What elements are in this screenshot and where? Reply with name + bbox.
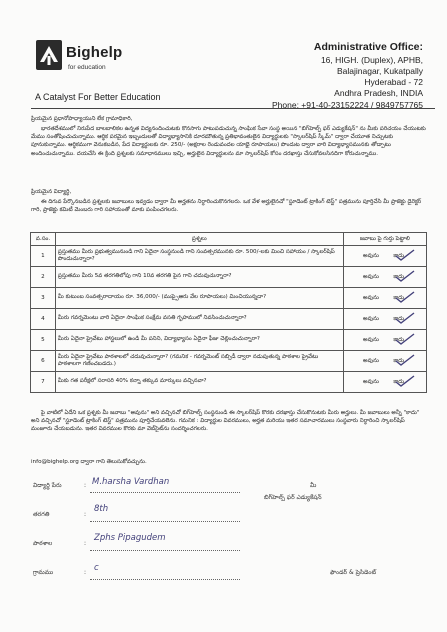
school-label: పాఠశాల: [33, 540, 53, 547]
row-question: మీ కుటుంబ సంవత్సరాదాయం రూ. 36,000/- (ముప్పైఆరు వేల రూపాయలు) మించియున్నదా?: [55, 288, 343, 309]
address-line: Andhra Pradesh, INDIA: [334, 88, 423, 98]
address-line: Balajinagar, Kukatpally: [336, 66, 423, 76]
checkmark-icon: [394, 374, 416, 388]
table-row: [31, 372, 427, 393]
row-question: ప్రస్తుతము మీరు ప్రభుత్వమునుండి గాని ఏదైనా సంస్థనుండి గాని సంవత్సరమునకు రూ. 500/-లకు మించి సహాయం / స్కాలర్‌షిప్ పొందుచున్నారా?: [55, 246, 343, 267]
signoff-organization: బిగ్‌హెల్ప్ ఫర్ ఎడ్యుకేషన్: [264, 494, 322, 501]
row-question: మీరు ఏదైనా ప్రైవేటు హాస్టలులో ఉండి మీ పనిని, విద్యాభ్యాసం ఏదైనా ఫీజు చెల్లించుచున్నారా?: [55, 330, 343, 351]
class-value[interactable]: 8th: [94, 504, 109, 514]
yes-option[interactable]: అవును: [362, 379, 379, 385]
yes-option[interactable]: అవును: [362, 295, 379, 301]
checkmark-icon: [394, 248, 416, 262]
no-option[interactable]: కాదు: [393, 337, 405, 343]
school-underline: [90, 550, 240, 551]
row-number: 5: [31, 330, 56, 351]
table-row: [31, 351, 427, 372]
student-paragraph: ఈ దిగువ పేర్కొనబడిన ప్రశ్నలకు జవాబులు ఇవ్వడం ద్వారా మీ అర్హతను నిర్ధారించుకొనగలరు. ఒక వేళ అర్హులైనచో "స్టూడెంట్ ట్రాకింగ్ టెస్ట్" పత్రమును పూర్తిచేసి మీ ప్రాజెక్టు డైరెక్టర్ గారి, ప్రాజెక్టు కమిటీ మెంబరు గారి సహాయంతో మాకు పంపించగలరు.: [31, 199, 422, 214]
checkmark-icon: [394, 353, 416, 367]
table-header-row: [31, 233, 427, 246]
village-value[interactable]: c: [94, 563, 99, 573]
salutation: ప్రియమైన ప్రధానోపాధ్యాయుని లేక గ్రామాధికారి,: [31, 116, 133, 122]
row-number: 7: [31, 372, 56, 393]
row-number: 2: [31, 267, 56, 288]
village-label: గ్రామము: [33, 569, 54, 576]
answer-cell[interactable]: [343, 246, 426, 267]
answer-cell[interactable]: [343, 372, 426, 393]
yes-option[interactable]: అవును: [362, 337, 379, 343]
office-address: [272, 42, 423, 111]
table-row: [31, 330, 427, 351]
answer-cell[interactable]: [343, 351, 426, 372]
answer-cell[interactable]: [343, 330, 426, 351]
row-number: 6: [31, 351, 56, 372]
row-question: మీకు గత పరీక్షలో సరాసరి 40% కన్నా తక్కువ మార్కులు వచ్చినవా?: [55, 372, 343, 393]
header-answer: జవాబు పై గుర్తు పెట్టాలి: [343, 233, 426, 246]
checkmark-icon: [394, 332, 416, 346]
no-option[interactable]: కాదు: [393, 274, 405, 280]
address-line: Hyderabad - 72: [364, 77, 423, 87]
row-question: మీరు ఏదైనా ప్రైవేటు పాఠశాలలో చదువుచున్నారా? (గమనిక - గవర్నమెంట్ సబ్సిడీ ద్వారా నడుపుతున్న పాఠశాల ప్రైవేటు పాఠశాలగా గణించబడదు.): [55, 351, 343, 372]
signoff-title: ఫౌండర్ & ప్రెసిడెంట్: [330, 569, 377, 576]
yes-option[interactable]: అవును: [362, 358, 379, 364]
student-name-value[interactable]: M.harsha Vardhan: [92, 477, 170, 487]
student-name-label: విద్యార్థి పేరు: [33, 482, 62, 489]
student-salutation: ప్రియమైన విద్యార్థి,: [31, 189, 72, 195]
row-question: మీరు గవర్నమెంటు వారి ఏదైనా సాంఘిక సంక్షేమ వసతి గృహములో నివసించుచున్నారా?: [55, 309, 343, 330]
no-option[interactable]: కాదు: [393, 379, 405, 385]
row-number: 1: [31, 246, 56, 267]
table-row: [31, 309, 427, 330]
table-row: [31, 288, 427, 309]
header-divider: [31, 108, 435, 109]
signoff-yours: మీ: [310, 482, 317, 489]
checkmark-icon: [394, 290, 416, 304]
class-label: తరగతి: [33, 511, 50, 518]
address-line: 16, HIGH. (Duplex), APHB,: [320, 55, 423, 65]
yes-option[interactable]: అవును: [362, 316, 379, 322]
name-underline: [90, 492, 240, 493]
table-row: [31, 246, 427, 267]
table-row: [31, 267, 427, 288]
yes-option[interactable]: అవును: [362, 253, 379, 259]
colon: :: [84, 482, 87, 489]
email-line: info@bighelp.org ద్వారా గాని తెలుసుకోవచ్చును.: [31, 459, 147, 465]
eligibility-note: పై వాటిలో ఏదేని ఒక ప్రశ్నకు మీ జవాబు "అవును" అని వచ్చినచో బిగ్‌హెల్ప్ సంస్థనుండి ఈ స్కాలర్‌షిప్ కొరకు దరఖాస్తు చేసుకొనుటకు మీరు అర్హులు. మీ జవాబులు అన్నీ "కాదు" అని వచ్చినచో "స్టూడెంట్ ట్రాకింగ్ టెస్ట్" పత్రమును పూర్తిచేయవలెను. గమనిక : విద్యార్థుల వివరములు, అర్హత మరియు ఇతర సమాచారములు సంస్థవారు నిర్ధారించి స్కాలర్‌షిప్ మంజూరు చేయబడును. ఇతర వివరముల కొరకు మా వెబ్‌సైట్‌ను సందర్శించగలరు.: [31, 410, 420, 433]
answer-cell[interactable]: [343, 309, 426, 330]
row-number: 4: [31, 309, 56, 330]
answer-cell[interactable]: [343, 288, 426, 309]
row-number: 3: [31, 288, 56, 309]
school-value[interactable]: Zphs Pipagudem: [94, 533, 166, 543]
class-underline: [90, 521, 240, 522]
answer-cell[interactable]: [343, 267, 426, 288]
checkmark-icon: [394, 311, 416, 325]
brand-name: Bighelp: [66, 44, 123, 61]
tagline: A Catalyst For Better Education: [35, 92, 161, 102]
colon: :: [84, 511, 87, 518]
colon: :: [84, 569, 87, 576]
eligibility-table: [30, 232, 427, 393]
no-option[interactable]: కాదు: [393, 253, 405, 259]
phone-line: Phone: +91-40-23152224 / 9849757765: [271, 100, 423, 110]
office-title: Administrative Office:: [313, 41, 423, 53]
brand-subtitle: for education: [68, 64, 106, 71]
no-option[interactable]: కాదు: [393, 316, 405, 322]
checkmark-icon: [394, 269, 416, 283]
row-question: ప్రస్తుతము మీరు 5వ తరగతిలోపు గాని 10వ తరగతి పైన గాని చదువుచున్నారా?: [55, 267, 343, 288]
no-option[interactable]: కాదు: [393, 295, 405, 301]
no-option[interactable]: కాదు: [393, 358, 405, 364]
header-number: వ.సం.: [31, 233, 56, 246]
bighelp-logo: [36, 40, 62, 70]
yes-option[interactable]: అవును: [362, 274, 379, 280]
village-underline: [90, 579, 240, 580]
intro-paragraph: భారతదేశములో నిరుపేద బాలబాలికల ఉన్నత విద్యనందించుటకు కొనసాగు పాటుపడుచున్న సాంఘిక సేవా సంస్థ అయిన "బిగ్‌హెల్ప్ ఫర్ ఎడ్యుకేషన్" ను మీకు పరిచయం చేయుటకు మేము సంతోషించుచున్నాము. ఆర్థిక పరమైన ఇబ్బందులతో విద్యాభ్యాసానికి దూరమౌతున్న ప్రతిభావంతులైన విద్యార్థులకు "స్కాలర్‌షిప్ స్కీమ్" ద్వారా చేయూత నిచ్చుటకు పూనుకున్నాము. ఆర్థికముగా వెనుకబడిన, పేద విద్యార్థులకు రూ. 250/- (అక్షరాల రెండువందల యాభై రూపాయలు) పొందుట ద్వారా వారి విద్యాభ్యాసమునకు తోడ్పాటు అందించుచున్నాము. దయచేసి ఈ క్రింది ప్రశ్నలకు సమాధానములు ఇచ్చి, అర్హులైన విద్యార్థులను మా స్కాలర్‌షిప్ కోసం దరఖాస్తు చేసుకోవలసినదిగా కోరుచున్నాము.: [31, 126, 426, 157]
header-questions: ప్రశ్నలు: [55, 233, 343, 246]
colon: :: [84, 540, 87, 547]
